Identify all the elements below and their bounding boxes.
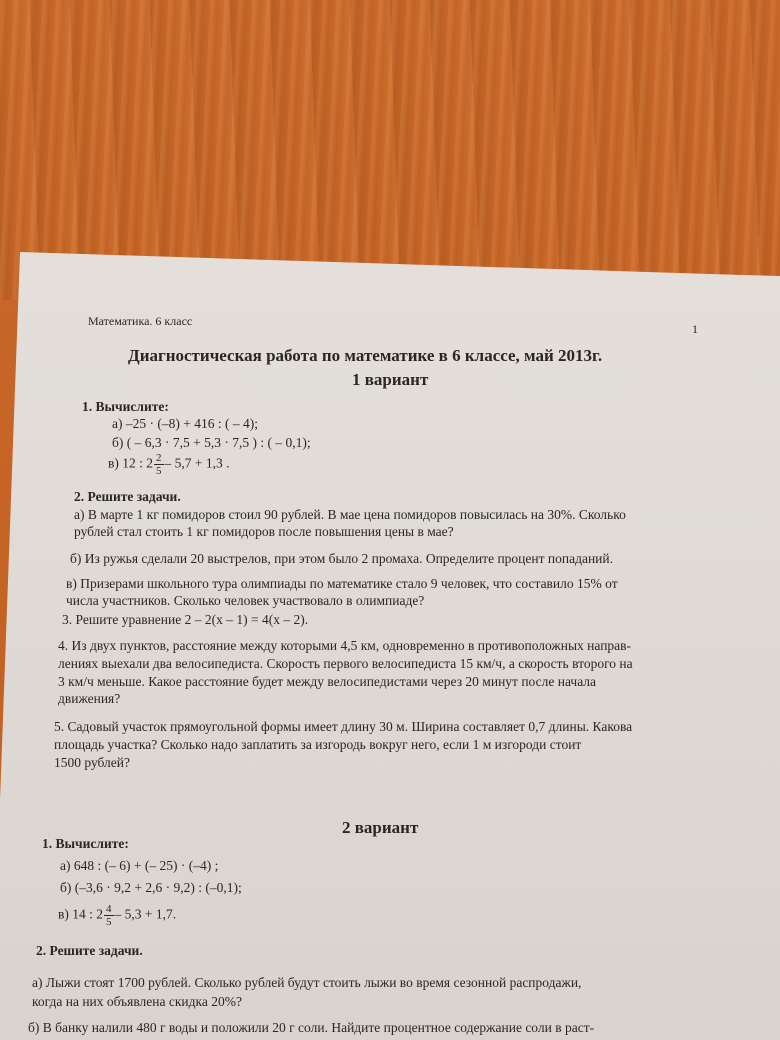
v1-fraction-denominator: 5 [156, 465, 162, 477]
v1-task4-line3: 3 км/ч меньше. Какое расстояние будет между велосипедистами через 20 минут после начала [58, 674, 597, 689]
document-title: Диагностическая работа по математике в 6 классе, май 2013г. [128, 346, 603, 365]
v2-fraction [104, 903, 114, 928]
v1-task4-line2: лениях выехали два велосипедиста. Скорость первого велосипедиста 15 км/ч, а скорость второго на [58, 656, 633, 671]
variant-2-heading: 2 вариант [342, 818, 419, 837]
v2-task2-label: 2. Решите задачи. [36, 943, 143, 958]
v1-fraction [154, 452, 164, 477]
v2-task1-v-pre: в) 14 : 2 [58, 906, 103, 922]
v1-task2-b: б) Из ружья сделали 20 выстрелов, при этом было 2 промаха. Определите процент попаданий. [70, 551, 613, 566]
v2-task1-a: а) 648 : (– 6) + (– 25) · (–4) ; [60, 858, 219, 873]
v2-task1-label: 1. Вычислите: [42, 836, 129, 851]
v2-fraction-numerator: 4 [106, 903, 112, 915]
v2-task1-b: б) (–3,6 · 9,2 + 2,6 · 9,2) : (–0,1); [60, 880, 242, 895]
v1-task2-v-line2: числа участников. Сколько человек участвовало в олимпиаде? [66, 593, 425, 608]
v1-task1-a: а) –25 · (–8) + 416 : ( – 4); [112, 416, 258, 431]
v2-task2-a-line2: когда на них объявлена скидка 20%? [32, 994, 242, 1009]
v2-task2-a-line1: а) Лыжи стоят 1700 рублей. Сколько рублей будут стоить лыжи во время сезонной распродажи, [32, 975, 582, 990]
v2-task2-b: б) В банку налили 480 г воды и положили 20 г соли. Найдите процентное содержание соли в раст- [28, 1020, 595, 1035]
v1-task2-label: 2. Решите задачи. [74, 489, 181, 504]
v1-task2-a-line2: рублей стал стоить 1 кг помидоров после повышения цены в мае? [74, 524, 454, 539]
subject-header: Математика. 6 класс [88, 314, 193, 328]
variant-1-heading: 1 вариант [352, 370, 429, 389]
v1-task4-line1: 4. Из двух пунктов, расстояние между которыми 4,5 км, одновременно в противоположных направ- [58, 638, 632, 653]
v1-task2-v-line1: в) Призерами школьного тура олимпиады по математике стало 9 человек, что составило 15% от [66, 576, 618, 591]
v1-task1-b: б) ( – 6,3 · 7,5 + 5,3 · 7,5 ) : ( – 0,1); [112, 435, 311, 450]
v2-task1-v [58, 903, 176, 928]
v1-task5-line1: 5. Садовый участок прямоугольной формы имеет длину 30 м. Ширина составляет 0,7 длины. Какова [54, 719, 633, 734]
v1-task4-line4: движения? [58, 691, 121, 706]
v1-task3: 3. Решите уравнение 2 – 2(x – 1) = 4(x – 2). [62, 612, 309, 627]
page-number: 1 [692, 322, 698, 336]
v1-task1-v-pre: в) 12 : 2 [108, 455, 153, 471]
v1-task5-line2: площадь участка? Сколько надо заплатить за изгородь вокруг него, если 1 м изгороди стоит [54, 737, 582, 752]
v1-task1-label: 1. Вычислите: [82, 399, 169, 414]
wooden-table [0, 0, 780, 300]
v2-fraction-denominator: 5 [106, 916, 112, 928]
v1-task5-line3: 1500 рублей? [54, 755, 130, 770]
v2-task1-v-post: – 5,3 + 1,7. [114, 906, 177, 922]
v1-fraction-numerator: 2 [156, 452, 162, 464]
v1-task1-v-post: – 5,7 + 1,3 . [164, 455, 230, 471]
v1-task2-a-line1: а) В марте 1 кг помидоров стоил 90 рублей. В мае цена помидоров повысилась на 30%. Сколько [74, 507, 626, 522]
v1-task1-v [108, 452, 230, 477]
